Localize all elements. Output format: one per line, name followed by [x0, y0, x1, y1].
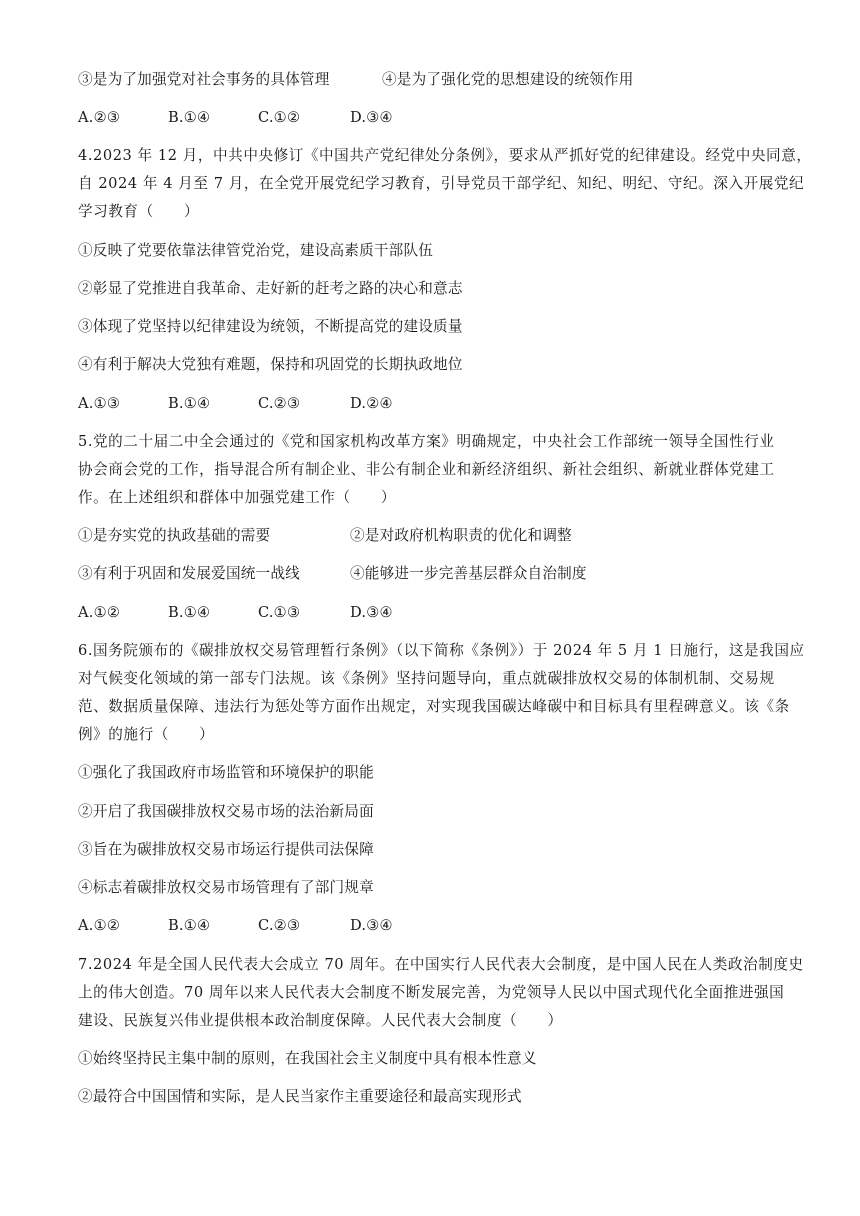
q6-option-a[interactable]: A.①②	[78, 917, 121, 934]
q5-statement-3: ③有利于巩固和发展爱国统一战线	[78, 565, 300, 582]
q5-statement-2: ②是对政府机构职责的优化和调整	[350, 527, 572, 544]
q6-stem-line-3: 范、数据质量保障、违法行为惩处等方面作出规定，对实现我国碳达峰碳中和目标具有里程碑意义。该《条	[78, 698, 790, 715]
q4-statement-2: ②彰显了党推进自我革命、走好新的赶考之路的决心和意志	[78, 280, 463, 297]
q5-option-b[interactable]: B.①④	[168, 604, 211, 621]
q4-stem-line-2: 自 2024 年 4 月至 7 月，在全党开展党纪学习教育，引导党员干部学纪、知纪、明纪、守纪。深入开展党纪	[78, 175, 805, 192]
q5-stem-line-3: 作。在上述组织和群体中加强党建工作（ ）	[78, 489, 397, 506]
q4-stem-line-3: 学习教育（ ）	[78, 203, 200, 220]
q5-option-a[interactable]: A.①②	[78, 604, 121, 621]
q5-option-d[interactable]: D.③④	[350, 604, 393, 621]
q6-statement-2: ②开启了我国碳排放权交易市场的法治新局面	[78, 803, 374, 820]
q6-option-d[interactable]: D.③④	[350, 917, 393, 934]
q7-stem-line-1: 7.2024 年是全国人民代表大会成立 70 周年。在中国实行人民代表大会制度，是中国人民在人类政治制度史	[78, 956, 804, 973]
q3-statements-row	[78, 71, 634, 89]
q4-option-b[interactable]: B.①④	[168, 395, 211, 412]
q6-stem-line-1: 6.国务院颁布的《碳排放权交易管理暂行条例》（以下简称《条例》）于 2024 年 5 月 1 日施行，这是我国应	[78, 642, 805, 659]
q5-statement-4: ④能够进一步完善基层群众自治制度	[350, 565, 587, 582]
q6-stem-line-4: 例》的施行（ ）	[78, 726, 215, 743]
q5-statement-1: ①是夯实党的执政基础的需要	[78, 527, 271, 544]
q3-option-c[interactable]: C.①②	[258, 109, 301, 126]
q4-stem-line-1: 4.2023 年 12 月，中共中央修订《中国共产党纪律处分条例》，要求从严抓好党的纪律建设。经党中央同意，	[78, 147, 812, 164]
q6-stem-line-2: 对气候变化领域的第一部专门法规。该《条例》坚持问题导向，重点就碳排放权交易的体制机制、交易规	[78, 670, 775, 687]
q6-statement-1: ①强化了我国政府市场监管和环境保护的职能	[78, 764, 374, 781]
q3-option-a[interactable]: A.②③	[78, 109, 121, 126]
q3-statement-4: ④是为了强化党的思想建设的统领作用	[382, 71, 634, 88]
q5-stem-line-1: 5.党的二十届二中全会通过的《党和国家机构改革方案》明确规定，中央社会工作部统一领导全国性行业	[78, 433, 775, 450]
q7-stem-line-3: 建设、民族复兴伟业提供根本政治制度保障。人民代表大会制度（ ）	[78, 1012, 563, 1029]
q4-statement-3: ③体现了党坚持以纪律建设为统领，不断提高党的建设质量	[78, 318, 463, 335]
q7-statement-2: ②最符合中国国情和实际，是人民当家作主重要途径和最高实现形式	[78, 1088, 522, 1105]
q6-option-c[interactable]: C.②③	[258, 917, 301, 934]
q6-statement-4: ④标志着碳排放权交易市场管理有了部门规章	[78, 879, 374, 896]
q7-statement-1: ①始终坚持民主集中制的原则，在我国社会主义制度中具有根本性意义	[78, 1050, 537, 1067]
q4-option-a[interactable]: A.①③	[78, 395, 121, 412]
q6-option-b[interactable]: B.①④	[168, 917, 211, 934]
q4-option-c[interactable]: C.②③	[258, 395, 301, 412]
q5-option-c[interactable]: C.①③	[258, 604, 301, 621]
q4-statement-1: ①反映了党要依靠法律管党治党，建设高素质干部队伍	[78, 242, 434, 259]
q6-statement-3: ③旨在为碳排放权交易市场运行提供司法保障	[78, 841, 374, 858]
q7-stem-line-2: 上的伟大创造。70 周年以来人民代表大会制度不断发展完善，为党领导人民以中国式现代化全面推进强国	[78, 984, 785, 1001]
q3-option-b[interactable]: B.①④	[168, 109, 211, 126]
q5-statements-row-2	[78, 565, 587, 583]
q3-statement-3: ③是为了加强党对社会事务的具体管理	[78, 71, 330, 88]
q3-option-d[interactable]: D.③④	[350, 109, 393, 126]
q5-stem-line-2: 协会商会党的工作，指导混合所有制企业、非公有制企业和新经济组织、新社会组织、新就业群体党建工	[78, 461, 775, 478]
q4-statement-4: ④有利于解决大党独有难题，保持和巩固党的长期执政地位	[78, 356, 463, 373]
q4-option-d[interactable]: D.②④	[350, 395, 393, 412]
q5-statements-row-1	[78, 527, 572, 545]
